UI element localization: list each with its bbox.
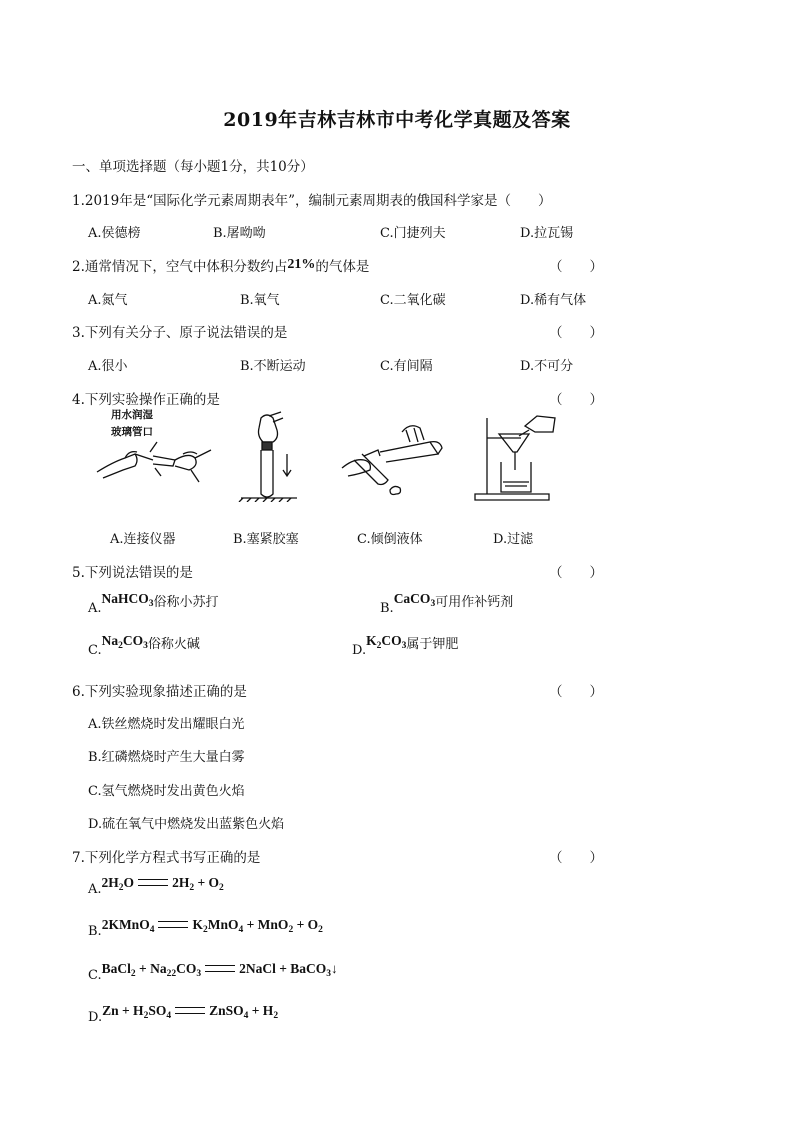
q3-option-a: A.很小 — [88, 359, 128, 374]
q2-option-b: B.氧气 — [240, 293, 280, 308]
q7-option-c: C.BaCl$_2$ + $Na_{22}CO_3$ 2NaCl + BaCO$_3$↓ — [88, 961, 338, 983]
question-6-stem: 6.下列实验现象描述正确的是 — [72, 684, 247, 700]
page-title: 2019年吉林吉林市中考化学真题及答案 — [223, 109, 571, 131]
q3-option-d: D.不可分 — [520, 359, 574, 374]
q2-option-d: D.稀有气体 — [520, 293, 587, 308]
q5-option-c: $C.Na_2CO_3$俗称火碱 — [88, 633, 200, 658]
q2-stem-post: 的气体是 — [315, 259, 370, 275]
q3-option-c: C.有间隔 — [380, 359, 433, 374]
q3-option-b: B.不断运动 — [240, 359, 306, 374]
q1-option-d: D.拉瓦锡 — [520, 226, 574, 241]
figure-label-wet: 用水润湿 — [111, 409, 153, 421]
q7-option-d: $D.Zn + H_2SO_4$ ZnSO$_4$ + $H_2$ — [88, 1003, 279, 1025]
q4-answer-paren: （ ） — [549, 392, 603, 408]
q4-option-a: A.连接仪器 — [110, 532, 176, 547]
q5-option-d: $D.K_2CO_3$属于钾肥 — [352, 633, 459, 658]
insert-stopper-drawing — [233, 410, 303, 502]
question-4-stem: 4.下列实验操作正确的是 — [72, 392, 220, 408]
filtration-drawing — [473, 408, 563, 502]
q7-option-b: B.2KMnO$_4$ $K_2MnO_4 + MnO_2 + O_2$ — [88, 917, 323, 939]
question-5-stem: 5.下列说法错误的是 — [72, 565, 193, 581]
figure-pour-liquid — [340, 414, 445, 500]
q5-answer-paren: （ ） — [549, 565, 603, 581]
q1-option-a: A.侯德榜 — [88, 226, 141, 241]
q6-option-a: A.铁丝燃烧时发出耀眼白光 — [88, 717, 245, 732]
figure-label-tube-mouth: 玻璃管口 — [111, 426, 153, 438]
q4-option-d: D.过滤 — [493, 532, 534, 547]
q2-option-a: A.氮气 — [88, 293, 128, 308]
q2-percent: 21% — [287, 257, 316, 272]
q1-option-c: C.门捷列夫 — [380, 226, 446, 241]
question-1-stem: 1.2019年是“国际化学元素周期表年”，编制元素周期表的俄国科学家是（ ） — [72, 193, 552, 209]
question-7-stem: 7.下列化学方程式书写正确的是 — [72, 850, 261, 866]
q2-answer-paren: （ ） — [549, 259, 603, 275]
pour-liquid-drawing — [340, 414, 445, 500]
q6-option-b: B.红磷燃烧时产生大量白雾 — [88, 750, 245, 765]
q4-option-c: C.倾倒液体 — [357, 532, 423, 547]
q1-option-b: B.屠呦呦 — [213, 226, 266, 241]
section-heading: 一、单项选择题（每小题1分，共10分） — [72, 159, 314, 175]
q2-stem-pre: 2.通常情况下，空气中体积分数约占 — [72, 259, 288, 275]
q4-option-b: B.塞紧胶塞 — [233, 532, 299, 547]
q7-option-a: $A.2H_2O$ $2H_2 + O_2$ — [88, 875, 224, 897]
q6-option-d: D.硫在氧气中燃烧发出蓝紫色火焰 — [88, 817, 285, 832]
figure-filtration — [473, 408, 563, 502]
figure-connect-apparatus — [95, 404, 215, 494]
q3-answer-paren: （ ） — [549, 325, 603, 341]
q5-option-a: A.NaHCO$_3$俗称小苏打 — [88, 591, 219, 616]
q7-answer-paren: （ ） — [549, 850, 603, 866]
q6-option-c: C.氢气燃烧时发出黄色火焰 — [88, 784, 245, 799]
question-2-stem — [72, 255, 369, 276]
connect-apparatus-drawing — [95, 404, 215, 494]
q6-answer-paren: （ ） — [549, 684, 603, 700]
figure-insert-stopper — [233, 410, 303, 502]
q5-option-b: B.CaCO$_3$可用作补钙剂 — [380, 591, 514, 616]
question-3-stem: 3.下列有关分子、原子说法错误的是 — [72, 325, 288, 341]
q2-option-c: C.二氧化碳 — [380, 293, 446, 308]
